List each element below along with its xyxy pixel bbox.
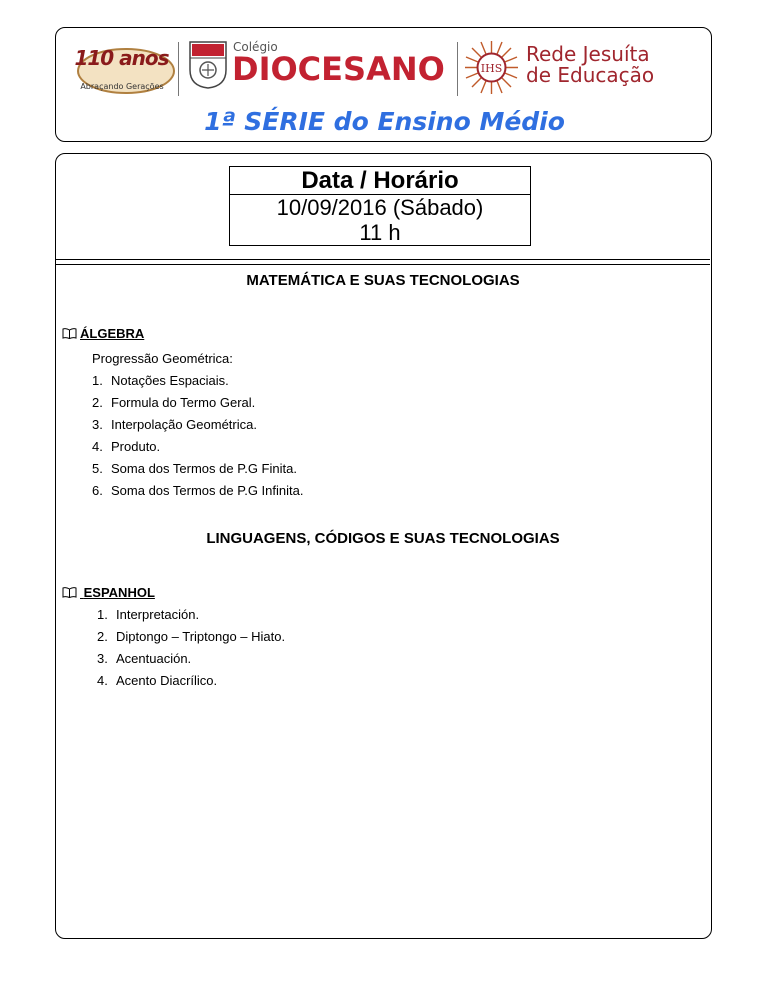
subject-intro: Progressão Geométrica:	[92, 351, 233, 366]
section-divider	[56, 259, 710, 265]
book-icon	[62, 587, 77, 598]
list-item: 4. Acento Diacrílico.	[97, 673, 218, 688]
schedule-date: 10/09/2016 (Sábado)	[276, 195, 484, 220]
book-icon	[62, 328, 77, 339]
list-item: 2. Formula do Termo Geral.	[92, 395, 256, 410]
list-item: 5. Soma dos Termos de P.G Finita.	[92, 461, 297, 476]
anniversary-subtitle: Abraçando Gerações	[80, 82, 164, 91]
list-item: 3. Interpolação Geométrica.	[92, 417, 257, 432]
jesuit-seal-icon	[464, 40, 519, 95]
seal-text: IHS	[480, 62, 503, 75]
list-item: 1. Notações Espaciais.	[92, 373, 229, 388]
school-prefix: Colégio	[233, 40, 278, 54]
logo-separator-2	[457, 42, 458, 96]
network-line-1: Rede Jesuíta	[526, 42, 650, 66]
header-box	[55, 27, 712, 142]
main-box	[55, 153, 712, 939]
list-item: 2. Diptongo – Triptongo – Hiato.	[97, 629, 286, 644]
school-name: DIOCESANO	[232, 50, 445, 88]
anniversary-title: 110 anos	[74, 46, 169, 70]
list-item: 6. Soma dos Termos de P.G Infinita.	[92, 483, 304, 498]
schedule-hour: 11 h	[359, 220, 401, 245]
subject-espanhol	[62, 585, 155, 600]
network-name	[526, 44, 654, 86]
logo-separator	[178, 42, 179, 96]
subject-algebra	[62, 326, 144, 341]
schedule-box	[229, 166, 531, 246]
subject-label: ESPANHOL	[83, 585, 155, 600]
list-item: 4. Produto.	[92, 439, 161, 454]
espanhol-topic-list	[97, 604, 285, 692]
list-item: 3. Acentuación.	[97, 651, 192, 666]
subject-label: ÁLGEBRA	[80, 326, 145, 341]
schedule-title: Data / Horário	[230, 168, 530, 195]
network-line-2: de Educação	[526, 63, 655, 87]
school-crest-icon	[188, 40, 228, 90]
math-topic-list	[92, 370, 303, 502]
serie-title: 1ª SÉRIE do Ensino Médio	[204, 107, 565, 136]
list-item: 1. Interpretación.	[97, 607, 200, 622]
section-title-math: MATEMÁTICA E SUAS TECNOLOGIAS	[246, 272, 520, 289]
section-title-languages: LINGUAGENS, CÓDIGOS E SUAS TECNOLOGIAS	[206, 530, 560, 547]
